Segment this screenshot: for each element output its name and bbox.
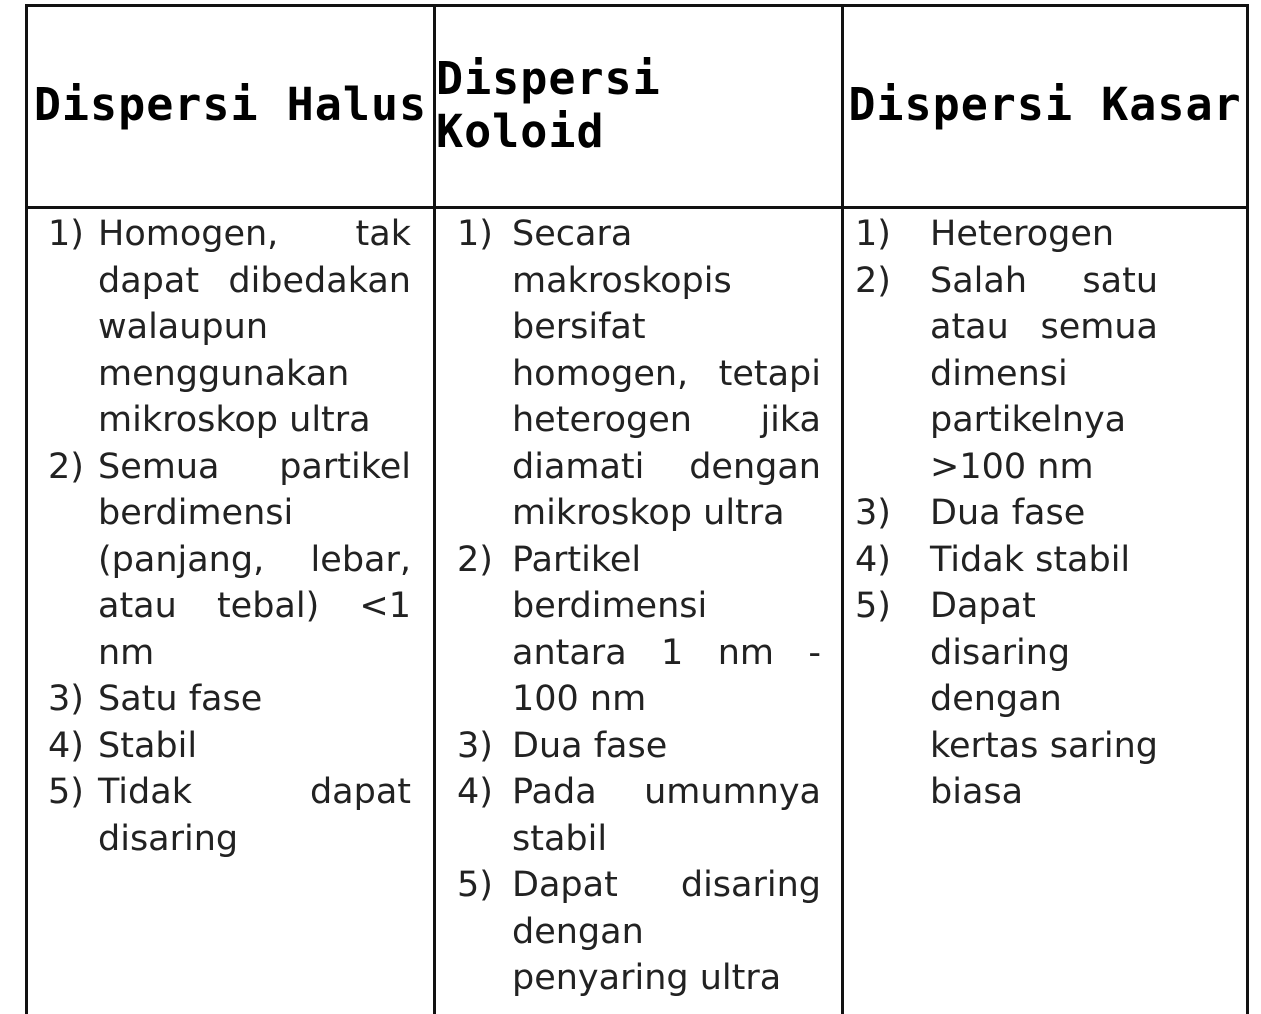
item-number: 5) [48, 772, 84, 812]
item-number: 3) [48, 679, 84, 719]
item-text: Secara makroskopis bersifat homogen, tetapi heterogen jika diamati dengan mikroskop ultra [512, 214, 821, 533]
list-item [844, 258, 1246, 491]
list-item [28, 676, 433, 723]
item-text: Dapat disaring dengan penyaring ultra [512, 865, 821, 998]
item-text: Homogen, tak dapat dibedakan walaupun menggunakan mikroskop ultra [98, 214, 411, 440]
list-item [28, 723, 433, 770]
list-item [436, 769, 841, 862]
list-item [436, 862, 841, 1002]
item-text: Dua fase [930, 493, 1086, 533]
item-text: Pada umumnya stabil [512, 772, 821, 859]
column-dispersi-koloid [436, 209, 844, 1014]
item-text: Heterogen [930, 214, 1115, 254]
list-item [436, 537, 841, 723]
column-dispersi-kasar [844, 209, 1246, 1014]
item-number: 2) [855, 260, 891, 301]
item-text: Partikel berdimensi antara 1 nm - 100 nm [512, 539, 821, 719]
item-number: 5) [457, 865, 493, 905]
item-text: Tidak stabil [930, 539, 1131, 580]
list-item [844, 537, 1246, 584]
item-text: Satu fase [98, 679, 263, 719]
item-number: 4) [457, 772, 493, 812]
item-text: Tidak dapat disaring [98, 772, 411, 859]
item-number: 5) [855, 586, 891, 626]
item-text: Salah satu atau semua dimensi partikelnya >100 nm [930, 260, 1158, 487]
list-dispersi-halus [28, 211, 433, 862]
item-number: 3) [855, 493, 891, 533]
list-item [844, 583, 1246, 816]
header-dispersi-koloid: Dispersi Koloid [436, 7, 844, 209]
list-item [436, 723, 841, 770]
header-dispersi-halus: Dispersi Halus [28, 7, 436, 209]
item-number: 2) [457, 539, 493, 580]
item-number: 1) [457, 214, 493, 254]
list-item [28, 211, 433, 444]
item-number: 3) [457, 725, 493, 766]
item-number: 1) [855, 214, 891, 254]
list-dispersi-kasar [844, 211, 1246, 816]
list-item [28, 769, 433, 862]
header-dispersi-kasar: Dispersi Kasar [844, 7, 1246, 209]
list-dispersi-koloid [436, 211, 841, 1002]
list-item [844, 211, 1246, 258]
item-number: 2) [48, 446, 84, 487]
list-item [28, 444, 433, 677]
item-text: Dapat disaring dengan kertas saring biasa [930, 586, 1158, 812]
item-text: Semua partikel berdimensi (panjang, lebar, atau tebal) <1 nm [98, 446, 411, 673]
item-text: Dua fase [512, 725, 668, 766]
item-number: 4) [855, 539, 891, 580]
comparison-table [25, 4, 1249, 1014]
list-item [844, 490, 1246, 537]
column-dispersi-halus [28, 209, 436, 1014]
list-item [436, 211, 841, 537]
item-text: Stabil [98, 725, 198, 766]
item-number: 1) [48, 214, 84, 254]
item-number: 4) [48, 725, 84, 766]
